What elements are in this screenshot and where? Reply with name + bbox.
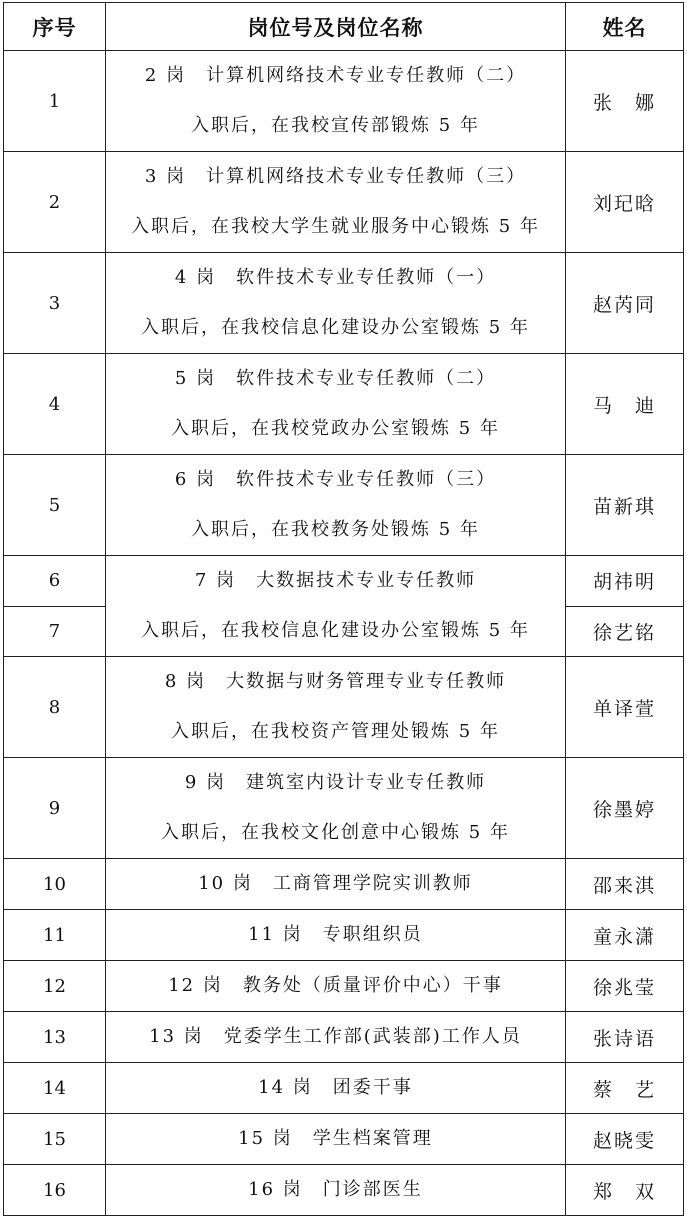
table-row (4, 354, 684, 455)
table-row (4, 556, 684, 607)
table-row (4, 758, 684, 859)
table-row (4, 1063, 684, 1114)
row-name: 张 娜 (566, 51, 684, 152)
post-title: 5 岗 软件技术专业专任教师（二） (174, 368, 497, 389)
header-no: 序号 (4, 3, 106, 51)
row-post: 14 岗 团委干事 (106, 1063, 566, 1114)
post-note: 入职后，在我校信息化建设办公室锻炼 5 年 (141, 317, 530, 338)
post-note: 入职后，在我校宣传部锻炼 5 年 (191, 115, 480, 136)
row-post (106, 657, 566, 758)
post-title: 6 岗 软件技术专业专任教师（三） (174, 469, 497, 490)
row-no: 7 (4, 606, 106, 657)
row-name: 徐墨婷 (566, 758, 684, 859)
row-no: 3 (4, 253, 106, 354)
row-name: 徐艺铭 (566, 606, 684, 657)
post-title: 3 岗 计算机网络技术专业专任教师（三） (144, 166, 527, 187)
table-row (4, 859, 684, 910)
staff-table (3, 2, 684, 1216)
post-title: 9 岗 建筑室内设计专业专任教师 (184, 772, 487, 793)
row-post (106, 152, 566, 253)
row-post: 11 岗 专职组织员 (106, 910, 566, 961)
row-post: 13 岗 党委学生工作部(武装部)工作人员 (106, 1012, 566, 1063)
row-post (106, 51, 566, 152)
post-title: 4 岗 软件技术专业专任教师（一） (174, 267, 497, 288)
row-no: 2 (4, 152, 106, 253)
row-post (106, 253, 566, 354)
row-post: 16 岗 门诊部医生 (106, 1165, 566, 1216)
table-row (4, 657, 684, 758)
row-post: 15 岗 学生档案管理 (106, 1114, 566, 1165)
post-note: 入职后，在我校大学生就业服务中心锻炼 5 年 (131, 216, 540, 237)
row-no: 1 (4, 51, 106, 152)
post-note: 入职后，在我校资产管理处锻炼 5 年 (171, 721, 500, 742)
row-no: 11 (4, 910, 106, 961)
row-name: 单译萱 (566, 657, 684, 758)
row-name: 赵芮同 (566, 253, 684, 354)
table-row (4, 1165, 684, 1216)
row-post (106, 758, 566, 859)
post-title: 2 岗 计算机网络技术专业专任教师（二） (144, 65, 527, 86)
header-name: 姓名 (566, 3, 684, 51)
row-name: 童永潇 (566, 910, 684, 961)
post-title: 7 岗 大数据技术专业专任教师 (194, 570, 477, 591)
row-no: 4 (4, 354, 106, 455)
row-no: 9 (4, 758, 106, 859)
table-row (4, 1114, 684, 1165)
row-name: 邵来淇 (566, 859, 684, 910)
row-name: 苗新琪 (566, 455, 684, 556)
row-no: 14 (4, 1063, 106, 1114)
table-row (4, 910, 684, 961)
row-name: 刘玘晗 (566, 152, 684, 253)
row-no: 5 (4, 455, 106, 556)
row-no: 15 (4, 1114, 106, 1165)
post-note: 入职后，在我校文化创意中心锻炼 5 年 (161, 822, 510, 843)
post-note: 入职后，在我校信息化建设办公室锻炼 5 年 (141, 620, 530, 641)
row-no: 10 (4, 859, 106, 910)
row-post: 10 岗 工商管理学院实训教师 (106, 859, 566, 910)
post-title: 8 岗 大数据与财务管理专业专任教师 (164, 671, 507, 692)
post-note: 入职后，在我校党政办公室锻炼 5 年 (171, 418, 500, 439)
row-name: 徐兆莹 (566, 961, 684, 1012)
row-no: 6 (4, 556, 106, 607)
row-no: 12 (4, 961, 106, 1012)
row-no: 8 (4, 657, 106, 758)
row-name: 蔡 艺 (566, 1063, 684, 1114)
row-no: 16 (4, 1165, 106, 1216)
table-row (4, 51, 684, 152)
table-row (4, 152, 684, 253)
row-name: 郑 双 (566, 1165, 684, 1216)
header-post: 岗位号及岗位名称 (106, 3, 566, 51)
row-no: 13 (4, 1012, 106, 1063)
table-row (4, 253, 684, 354)
table-row (4, 1012, 684, 1063)
table-row (4, 455, 684, 556)
header-row (4, 3, 684, 51)
post-note: 入职后，在我校教务处锻炼 5 年 (191, 519, 480, 540)
row-name: 马 迪 (566, 354, 684, 455)
row-name: 赵晓雯 (566, 1114, 684, 1165)
row-name: 胡祎明 (566, 556, 684, 607)
table-row (4, 961, 684, 1012)
row-post (106, 556, 566, 657)
row-post (106, 354, 566, 455)
row-name: 张诗语 (566, 1012, 684, 1063)
row-post (106, 455, 566, 556)
row-post: 12 岗 教务处（质量评价中心）干事 (106, 961, 566, 1012)
